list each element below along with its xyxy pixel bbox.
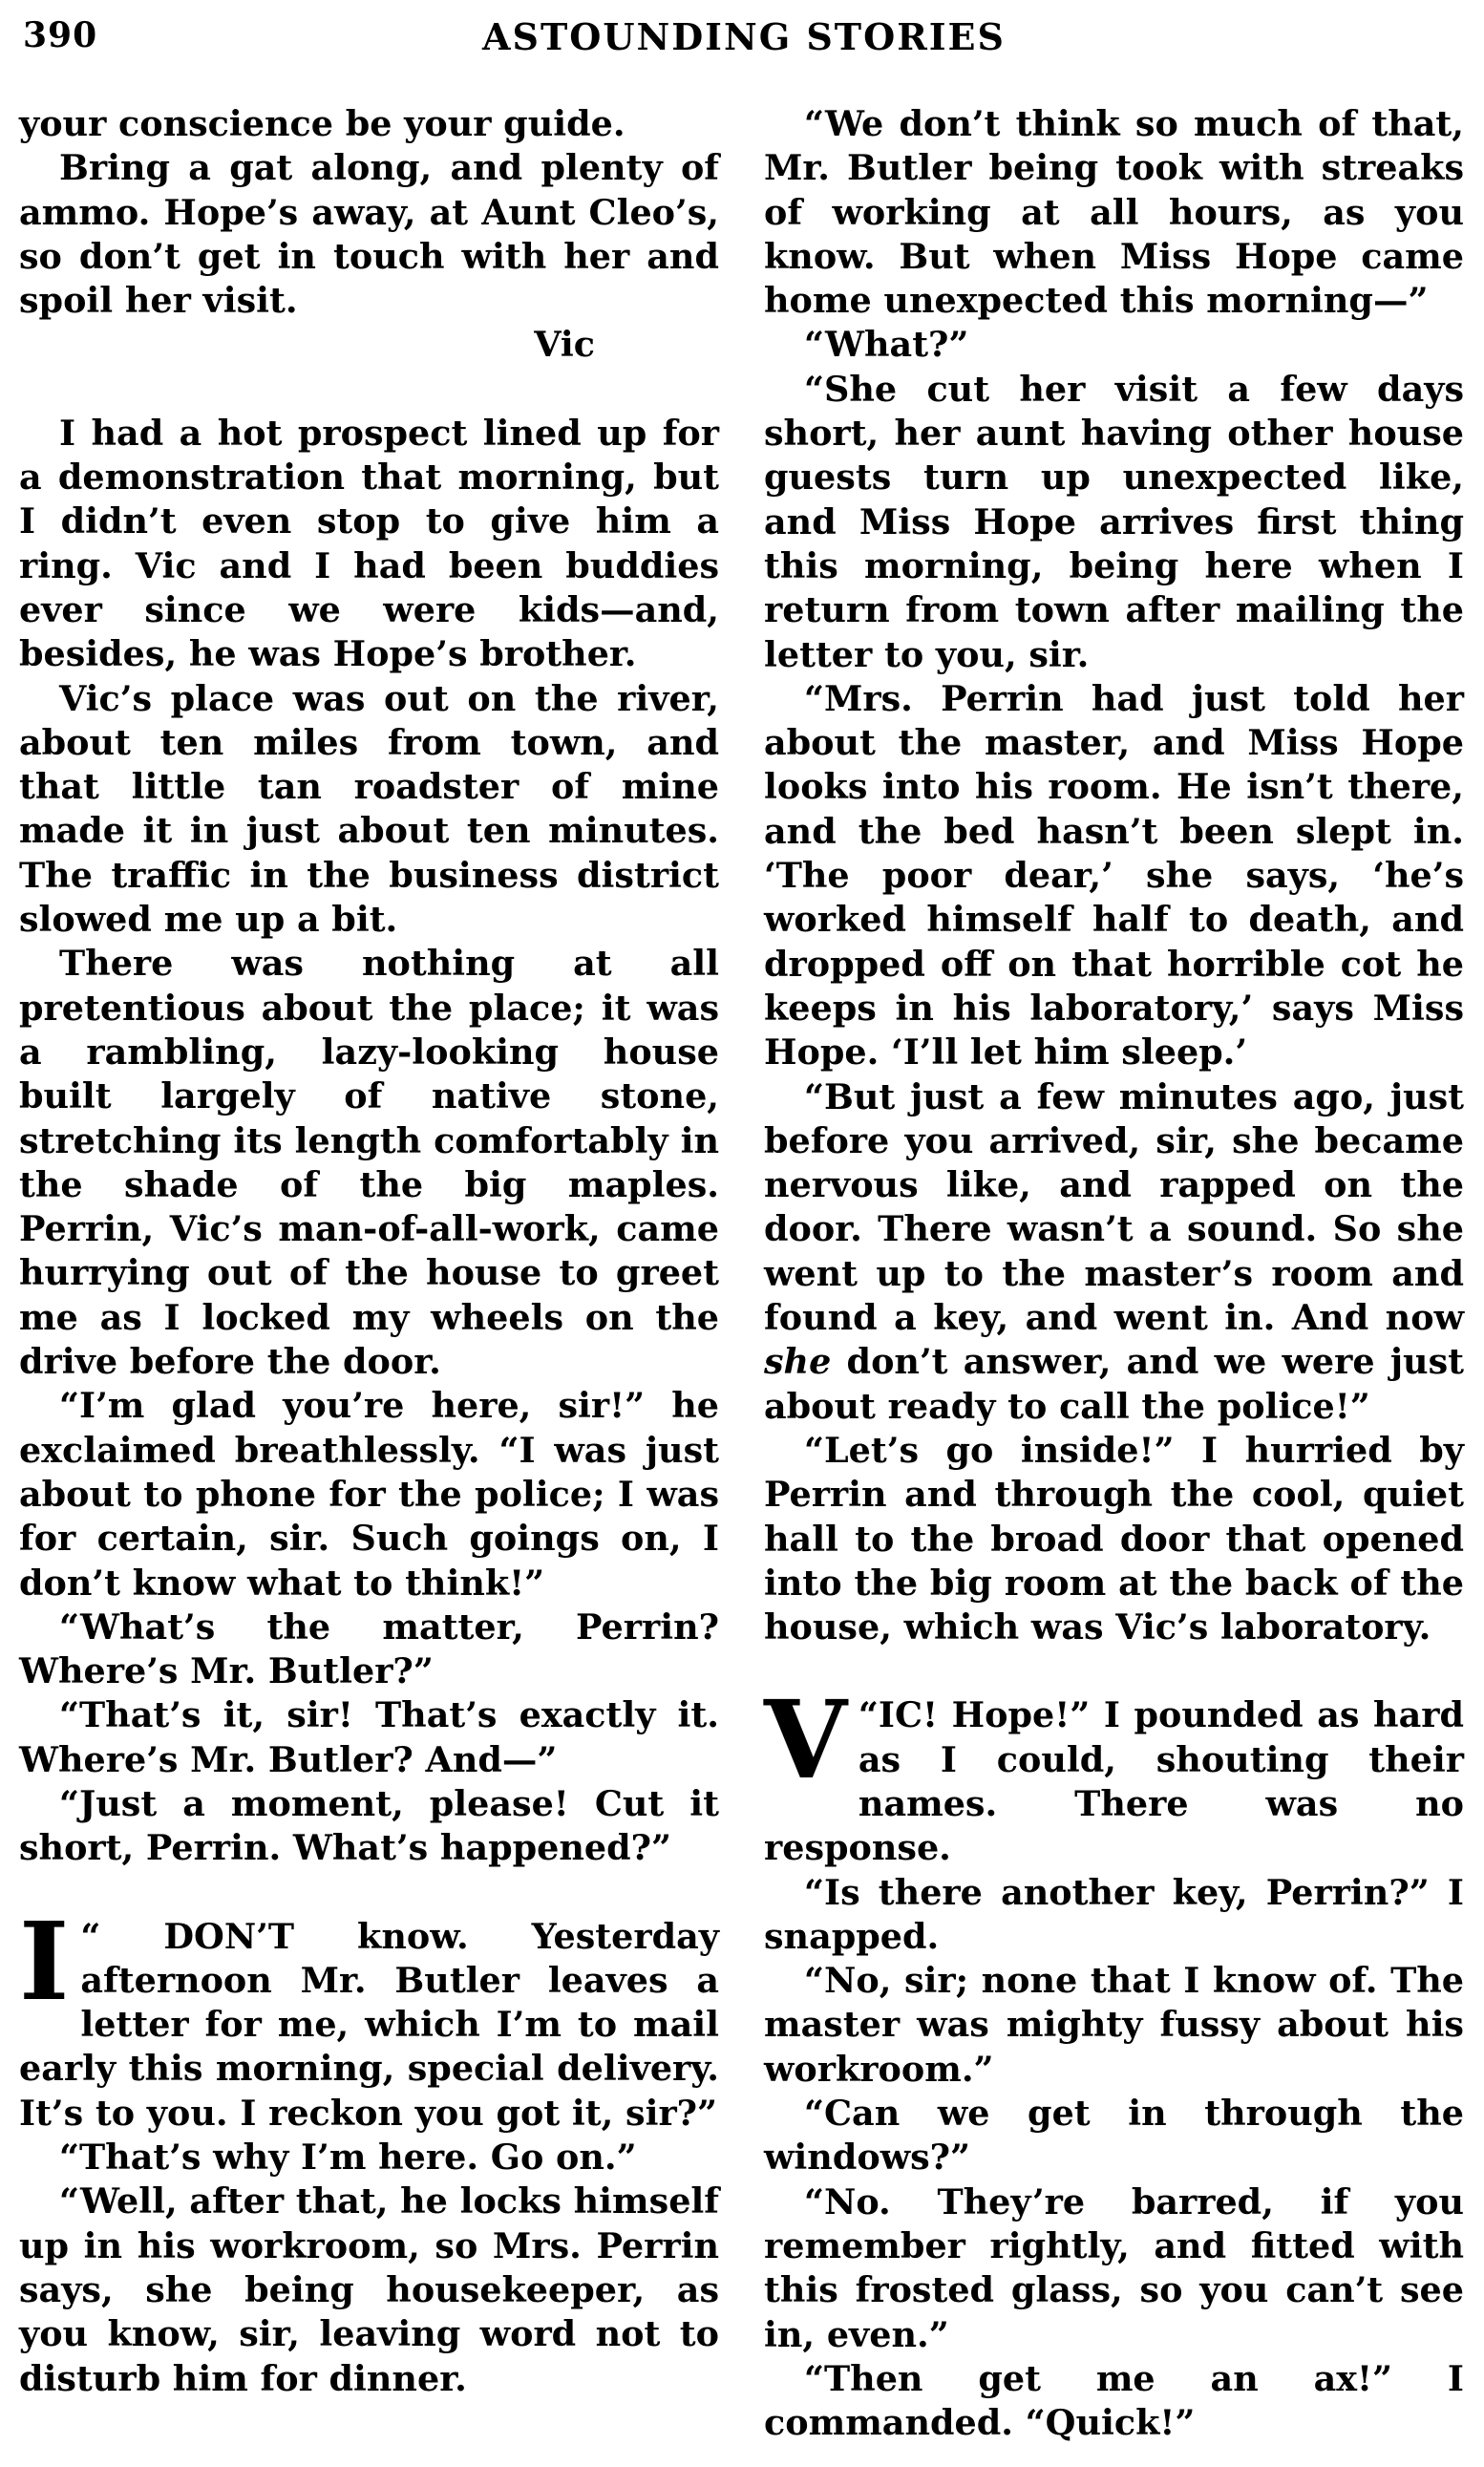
paragraph-text: “But just a few minutes ago, just before you arrived, sir, she became nervous like, and rapped on the door. There wasn’t a sound. So she went up to the master’s room and found a key, and went in. And now bbox=[764, 1075, 1464, 1339]
paragraph: “Just a moment, please! Cut it short, Perrin. What’s happened?” bbox=[19, 1782, 719, 1869]
emphasis: she bbox=[764, 1341, 832, 1383]
page-header bbox=[23, 11, 1465, 65]
letter-signature: Vic bbox=[534, 324, 595, 366]
section-gap bbox=[19, 368, 719, 412]
paragraph: “Is there another key, Perrin?” I snapped. bbox=[764, 1871, 1464, 1957]
page-number: 390 bbox=[23, 15, 98, 55]
magazine-title: ASTOUNDING STORIES bbox=[482, 15, 1006, 58]
dropcap-paragraph bbox=[19, 1899, 719, 2136]
paragraph: Vic’s place was out on the river, about ten miles from town, and that little tan roadster of mine made it in just about ten minutes. The traffic in the business district slowed me up a bit. bbox=[19, 677, 719, 941]
drop-cap: V bbox=[764, 1678, 847, 1804]
paragraph: “She cut her visit a few days short, her aunt having other house guests turn up unexpected like, and Miss Hope arrives first thing this morning, being here when I return from town after mailing the letter to you, sir. bbox=[764, 368, 1464, 675]
paragraph: “We don’t think so much of that, Mr. Butler being took with streaks of working at all hours, as you know. But when Miss Hope came home unexpected this morning—” bbox=[764, 103, 1464, 322]
paragraph: “Can we get in through the windows?” bbox=[764, 2093, 1464, 2179]
paragraph-text: DON’T know. Yesterday afternoon Mr. Butler leaves a letter for me, which I’m to mail early this morning, special delivery. It’s to you. I reckon you got it, sir?” bbox=[19, 1915, 719, 2134]
right-column bbox=[764, 102, 1464, 2445]
paragraph: Bring a gat along, and plenty of ammo. Hope’s away, at Aunt Cleo’s, so don’t get in touch with her and spoil her visit. bbox=[19, 147, 719, 322]
paragraph: your conscience be your guide. bbox=[19, 103, 625, 144]
paragraph: “Mrs. Perrin had just told her about the master, and Miss Hope looks into his room. He isn’t there, and the bed hasn’t been slept in. ‘The poor dear,’ she says, ‘he’s worked himself half to death, and dropped off on that horrible cot he keeps in his laboratory,’ says Miss Hope. ‘I’ll let him sleep.’ bbox=[764, 677, 1464, 1074]
open-quote: “ bbox=[858, 1694, 879, 1736]
paragraph: “No, sir; none that I know of. The master was mighty fussy about his workroom.” bbox=[764, 1960, 1464, 2090]
paragraph-text: don’t answer, and we were just about ready to call the police!” bbox=[764, 1341, 1464, 1427]
paragraph-text: IC! Hope!” I pounded as hard as I could, shouting their names. There was no response. bbox=[764, 1694, 1464, 1869]
paragraph: “That’s it, sir! That’s exactly it. Where’s Mr. Butler? And—” bbox=[19, 1694, 719, 1780]
paragraph: “I’m glad you’re here, sir!” he exclaimed breathlessly. “I was just about to phone for the police; I was for certain, sir. Such goings on, I don’t know what to think!” bbox=[19, 1385, 719, 1604]
paragraph: “Then get me an ax!” I commanded. “Quick!” bbox=[764, 2357, 1464, 2444]
paragraph bbox=[764, 1075, 1464, 1429]
dropcap-paragraph bbox=[764, 1678, 1464, 1870]
open-quote: “ bbox=[80, 1915, 101, 1957]
paragraph: “What?” bbox=[804, 324, 969, 366]
section-gap bbox=[764, 1649, 1464, 1693]
paragraph: “That’s why I’m here. Go on.” bbox=[59, 2137, 637, 2179]
paragraph: “No. They’re barred, if you remember rightly, and fitted with this frosted glass, so you can’t see in, even.” bbox=[764, 2180, 1464, 2355]
paragraph: “Let’s go inside!” I hurried by Perrin and through the cool, quiet hall to the broad door that opened into the big room at the back of the house, which was Vic’s laboratory. bbox=[764, 1429, 1464, 1648]
paragraph: “Well, after that, he locks himself up in his workroom, so Mrs. Perrin says, she being housekeeper, as you know, sir, leaving word not to disturb him for dinner. bbox=[19, 2180, 719, 2399]
paragraph: “What’s the matter, Perrin? Where’s Mr. Butler?” bbox=[19, 1606, 719, 1692]
left-column bbox=[19, 102, 719, 2401]
paragraph: There was nothing at all pretentious about the place; it was a rambling, lazy-looking house built largely of native stone, stretching its length comfortably in the shade of the big maples. Perrin, Vic’s man-of-all-work, came hurrying out of the house to greet me as I locked my wheels on the drive before the door. bbox=[19, 943, 719, 1383]
drop-cap: I bbox=[19, 1899, 70, 2025]
paragraph: I had a hot prospect lined up for a demonstration that morning, but I didn’t even stop to give him a ring. Vic and I had been buddies ever since we were kids—and, besides, he was Hope’s brother. bbox=[19, 412, 719, 675]
section-gap bbox=[19, 1871, 719, 1915]
